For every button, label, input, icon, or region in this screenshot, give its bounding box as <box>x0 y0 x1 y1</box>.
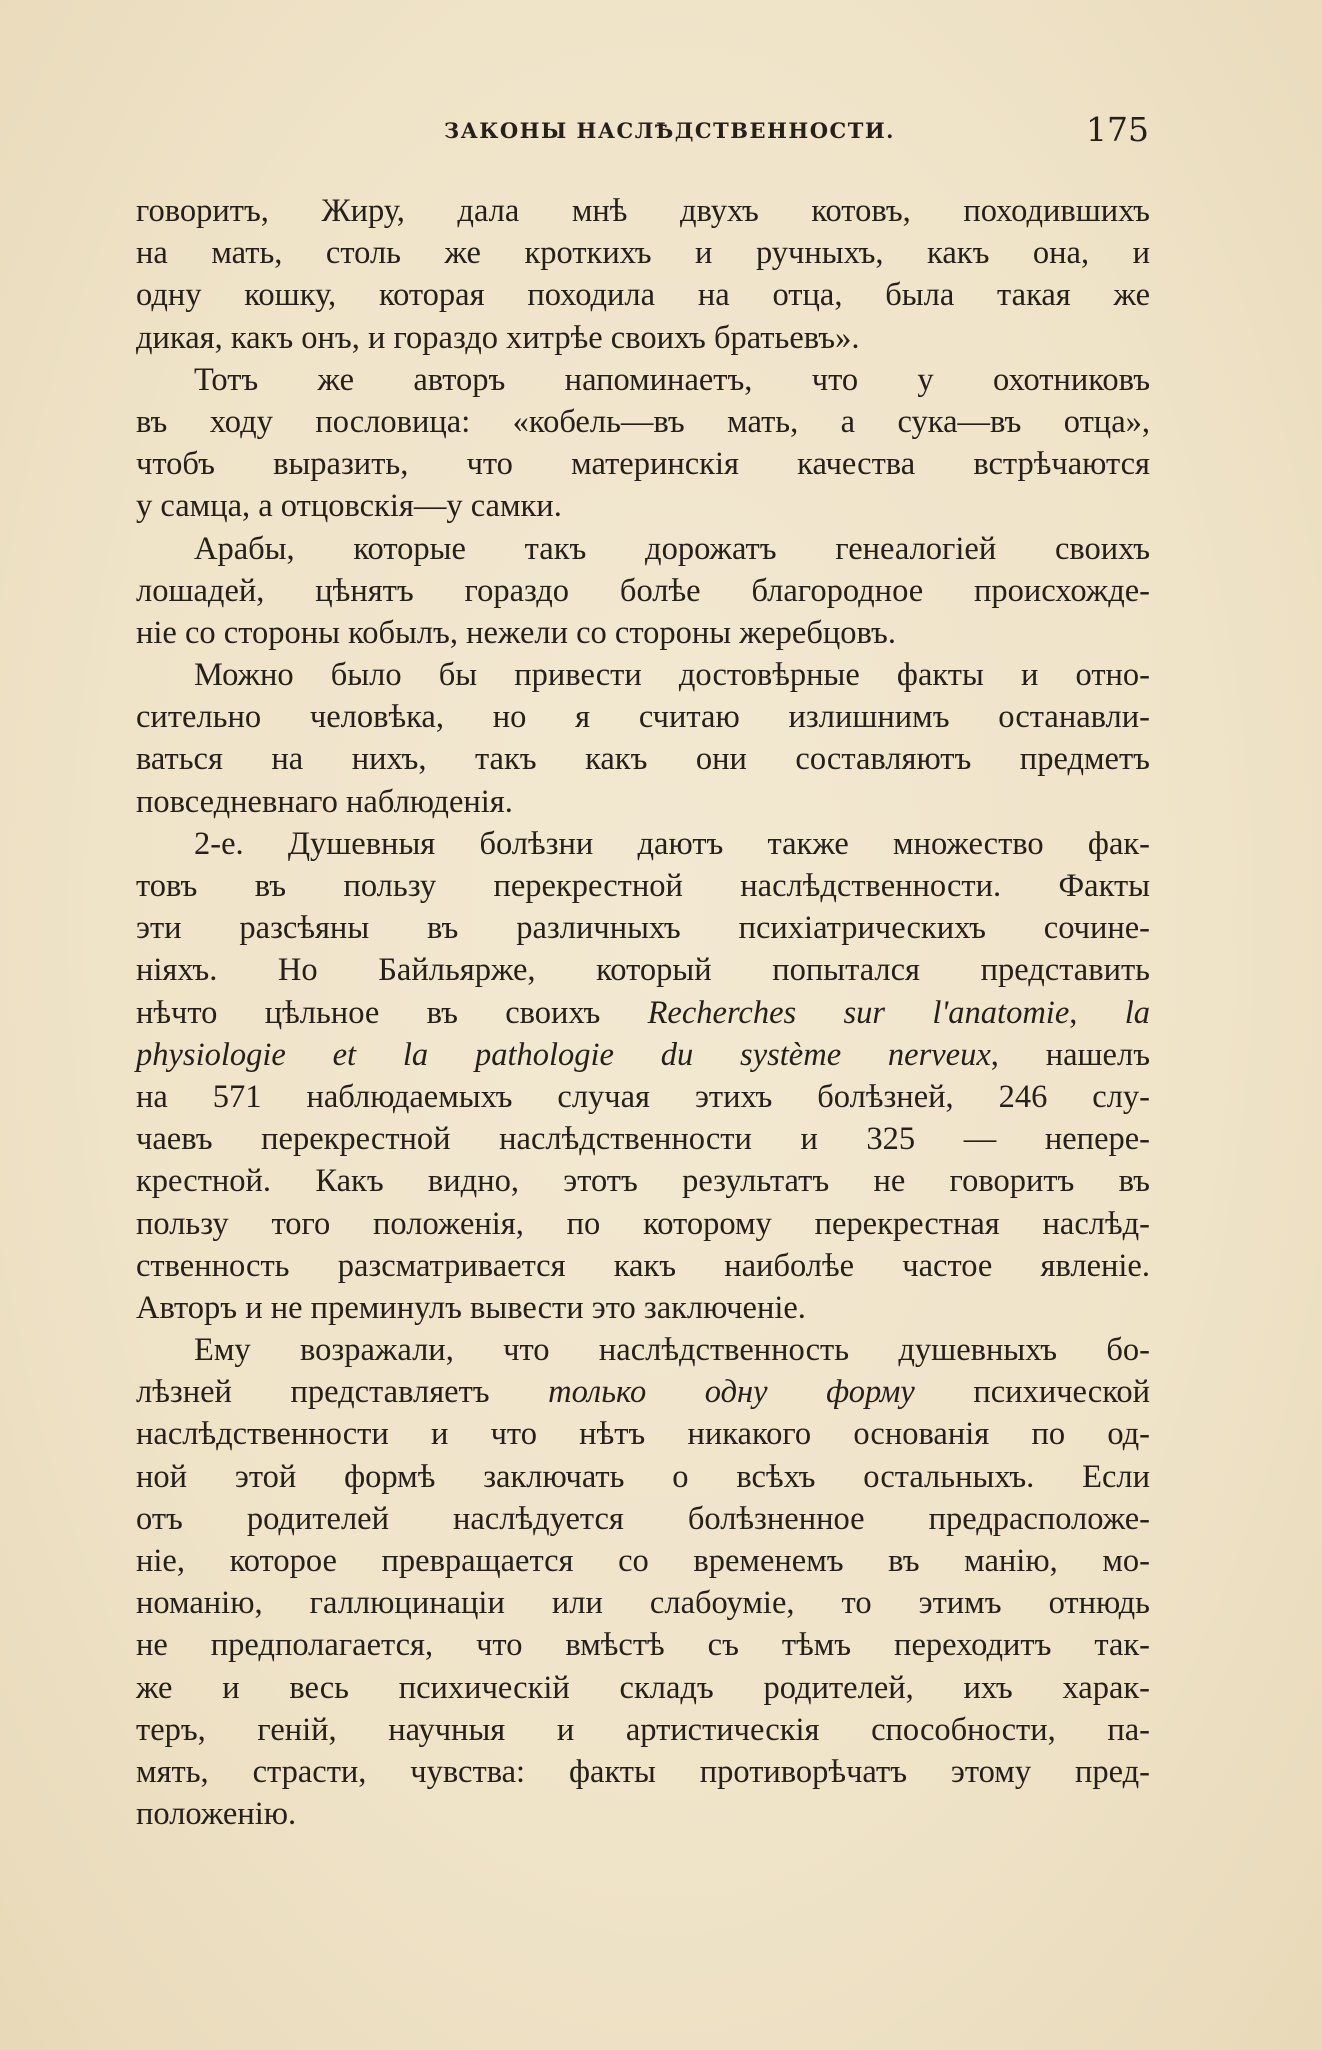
text-run: ственность разсматривается какъ наиболѣе частое явленіе. <box>136 1247 1150 1284</box>
text-line <box>136 1667 1150 1709</box>
text-line <box>136 654 1150 696</box>
text-line <box>136 1287 1150 1329</box>
text-line <box>136 696 1150 738</box>
text-line <box>136 1160 1150 1202</box>
text-line <box>136 528 1150 570</box>
text-run: въ ходу пословица: «кобель—въ мать, а сука—въ отца», <box>136 403 1150 440</box>
text-line <box>136 274 1150 316</box>
text-run: товъ въ пользу перекрестной наслѣдственности. Факты <box>136 868 1150 904</box>
text-run: наслѣдственности и что нѣтъ никакого основанія по од- <box>136 1416 1150 1453</box>
text-line <box>136 907 1150 949</box>
text-run: повседневнаго наблюденія. <box>136 783 513 820</box>
text-line <box>136 190 1150 232</box>
text-run: чтобъ выразить, что материнскія качества встрѣчаются <box>136 446 1150 483</box>
text-line <box>136 1624 1150 1666</box>
text-line <box>136 823 1150 865</box>
text-line <box>136 738 1150 780</box>
paragraph <box>136 359 1150 528</box>
italic-book-title: physiologie et la pathologie du système nerveux <box>136 1036 991 1073</box>
text-line <box>136 1371 1150 1413</box>
text-run: положенію. <box>136 1796 297 1833</box>
paragraph <box>136 528 1150 655</box>
text-line <box>136 1329 1150 1371</box>
text-line <box>136 1582 1150 1624</box>
text-run: отъ родителей наслѣдуется болѣзненное предрасположе- <box>136 1500 1150 1537</box>
text-run: ніе со стороны кобылъ, нежели со стороны жеребцовъ. <box>136 614 896 651</box>
italic-book-title: Recherches sur l'anatomie <box>647 994 1070 1031</box>
text-run: теръ, геній, научныя и артистическія способности, па- <box>136 1711 1150 1748</box>
text-run: Можно было бы привести достовѣрные факты и отно- <box>194 657 1150 694</box>
text-run: лошадей, цѣнятъ гораздо болѣе благородное происхожде- <box>136 572 1150 609</box>
text-run: лѣзней представляетъ <box>136 1374 549 1411</box>
text-line <box>136 1118 1150 1160</box>
running-title: ЗАКОНЫ НАСЛѢДСТВЕННОСТИ. <box>444 118 895 143</box>
text-run: нѣчто цѣльное въ своихъ <box>136 994 648 1031</box>
text-run: дикая, какъ онъ, и гораздо хитрѣе своихъ братьевъ». <box>136 319 860 356</box>
text-run: эти разсѣяны въ различныхъ психіатрическихъ сочине- <box>136 910 1150 947</box>
text-run: психической <box>914 1374 1150 1411</box>
text-line <box>136 1203 1150 1245</box>
text-run: ной этой формѣ заключать о всѣхъ остальныхъ. Если <box>136 1458 1150 1495</box>
text-line <box>136 781 1150 823</box>
text-line <box>136 570 1150 612</box>
text-line <box>136 949 1150 991</box>
paragraph <box>136 823 1150 1329</box>
text-run: на 571 наблюдаемыхъ случая этихъ болѣзней, 246 слу- <box>136 1078 1150 1115</box>
text-run: у самца, а отцовскія—у самки. <box>136 488 562 525</box>
body-text <box>136 190 1150 1835</box>
text-run: Ему возражали, что наслѣдственность душевныхъ бо- <box>194 1332 1150 1369</box>
text-line <box>136 1540 1150 1582</box>
text-line <box>136 401 1150 443</box>
text-line <box>136 1751 1150 1793</box>
text-run: номанію, галлюцинаціи или слабоуміе, то этимъ отнюдь <box>136 1585 1150 1622</box>
text-run: Арабы, которые такъ дорожатъ генеалогіей своихъ <box>194 530 1150 567</box>
paragraph <box>136 1329 1150 1835</box>
italic-book-title: la <box>1124 994 1150 1031</box>
text-run: пользу того положенія, по которому перекрестная наслѣд- <box>136 1205 1150 1242</box>
text-line <box>136 1076 1150 1118</box>
text-run: ніе, которое превращается со временемъ въ манію, мо- <box>136 1543 1150 1579</box>
text-line <box>136 1245 1150 1287</box>
text-run: одну кошку, которая походила на отца, была такая же <box>136 277 1150 314</box>
text-line <box>136 485 1150 527</box>
text-line <box>136 865 1150 907</box>
text-run: , нашелъ <box>990 1036 1150 1073</box>
text-line <box>136 1793 1150 1835</box>
text-run: говоритъ, Жиру, дала мнѣ двухъ котовъ, походившихъ <box>136 193 1150 229</box>
text-run: крестной. Какъ видно, этотъ результатъ не говоритъ въ <box>136 1163 1150 1200</box>
italic-emphasis: только одну форму <box>548 1374 915 1411</box>
text-run: ваться на нихъ, такъ какъ они составляютъ предметъ <box>136 741 1150 778</box>
page-number: 175 <box>1086 110 1149 149</box>
text-run: Авторъ и не преминулъ вывести это заключеніе. <box>136 1289 806 1326</box>
paragraph <box>136 654 1150 823</box>
text-line <box>136 232 1150 274</box>
text-line <box>136 1498 1150 1540</box>
text-line <box>136 612 1150 654</box>
text-run: , <box>1069 994 1125 1031</box>
text-run: не предполагается, что вмѣстѣ съ тѣмъ переходитъ так- <box>136 1627 1150 1664</box>
text-line <box>136 359 1150 401</box>
text-run: мять, страсти, чувства: факты противорѣчатъ этому пред- <box>136 1753 1150 1790</box>
text-run: же и весь психическій складъ родителей, ихъ харак- <box>136 1669 1150 1706</box>
text-line <box>136 317 1150 359</box>
text-line <box>136 1456 1150 1498</box>
text-run: 2-е. Душевныя болѣзни даютъ также множество фак- <box>194 825 1150 862</box>
text-run: ніяхъ. Но Байльярже, который попытался представить <box>136 952 1150 989</box>
text-run: на мать, столь же кроткихъ и ручныхъ, какъ она, и <box>136 235 1150 272</box>
text-line <box>136 1709 1150 1751</box>
text-line <box>136 1413 1150 1455</box>
text-run: чаевъ перекрестной наслѣдственности и 325 — непере- <box>136 1121 1150 1158</box>
paragraph <box>136 190 1150 359</box>
text-run: сительно человѣка, но я считаю излишнимъ останавли- <box>136 699 1150 736</box>
text-run: Тотъ же авторъ напоминаетъ, что у охотниковъ <box>194 361 1150 398</box>
text-line <box>136 992 1150 1034</box>
text-line <box>136 1034 1150 1076</box>
text-line <box>136 443 1150 485</box>
